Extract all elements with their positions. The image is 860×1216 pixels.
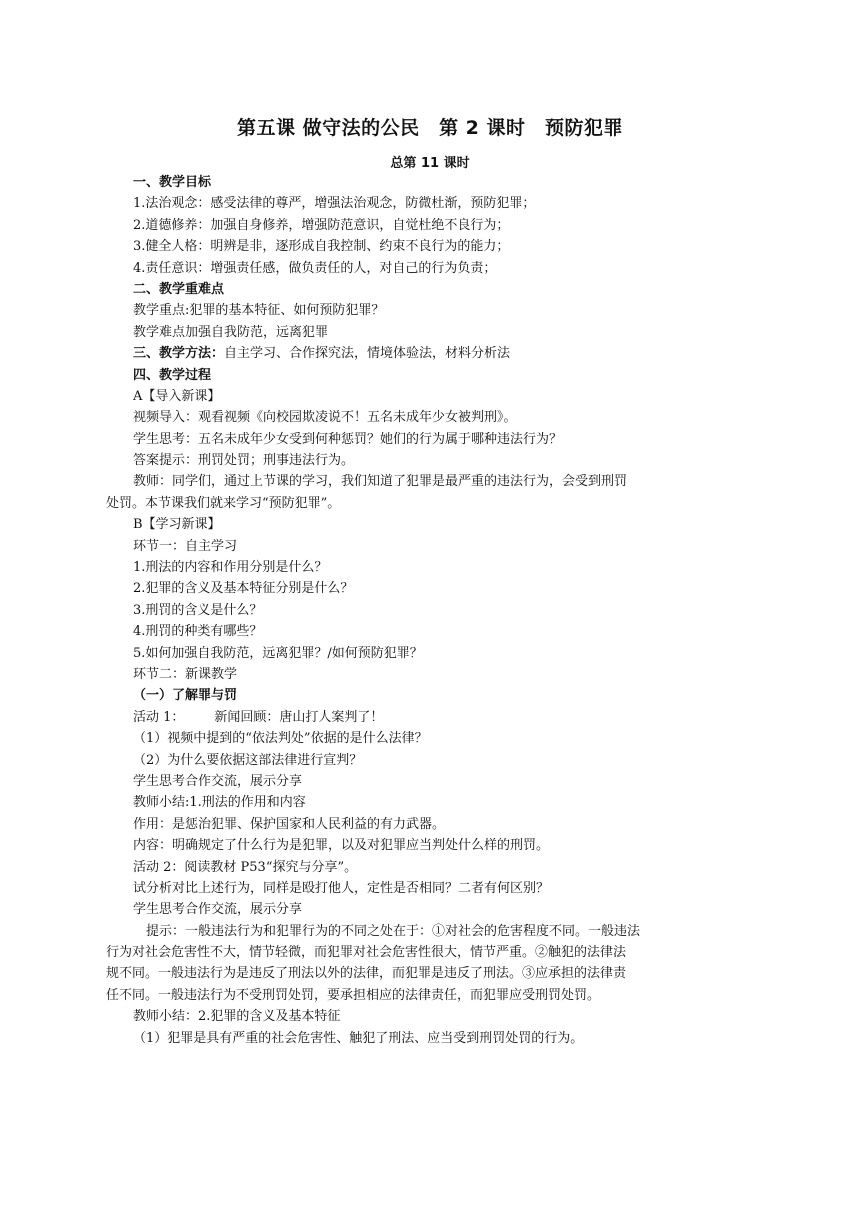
text-line: 3.健全人格：明辨是非，逐形成自我控制、约束不良行为的能力； (133, 239, 510, 255)
section-heading-process: 四、教学过程 (133, 367, 212, 383)
activity-label: 活动 1： (133, 709, 185, 725)
text-line: 教师小结：2.犯罪的含义及基本特征 (133, 1009, 341, 1025)
text-line: 活动 2：阅读教材 P53“探究与分享”。 (133, 859, 358, 875)
activity-line (133, 707, 727, 728)
text-line: 内容：明确规定了什么行为是犯罪，以及对犯罪应当判处什么样的刑罚。 (133, 838, 550, 854)
text-line: 4.刑罚的种类有哪些？ (133, 624, 263, 640)
text-line: 学生思考：五名未成年少女受到何种惩罚？她们的行为属于哪种违法行为？ (133, 431, 563, 447)
methods-line (133, 343, 727, 364)
section-heading-objectives: 一、教学目标 (133, 175, 212, 190)
text-line: （1）犯罪是具有严重的社会危害性、触犯了刑法、应当受到刑罚处罚的行为。 (133, 1030, 584, 1046)
text-line: 视频导入：观看视频《向校园欺凌说不！五名未成年少女被判刑》。 (133, 410, 517, 426)
page-subtitle: 总第 11 课时 (390, 156, 470, 171)
text-line: 5.如何加强自我防范，远离犯罪？/如何预防犯罪？ (133, 645, 423, 661)
section-heading-methods: 三、教学方法： (133, 346, 225, 362)
text-line: （2）为什么要依据这部法律进行宣判？ (133, 752, 363, 768)
text-line: 作用：是惩治犯罪、保护国家和人民利益的有力武器。 (133, 816, 446, 832)
section-heading-key-points: 二、教学重难点 (133, 281, 225, 297)
text-line: 教师：同学们，通过上节课的学习，我们知道了犯罪是最严重的违法行为，会受到刑罚 (133, 474, 628, 490)
methods-text: 自主学习、合作探究法，情境体验法，材料分析法 (224, 346, 511, 362)
text-line: 1.法治观念：感受法律的尊严，增强法治观念，防微杜渐，预防犯罪； (133, 196, 536, 212)
text-line: 教学难点加强自我防范，远离犯罪 (133, 324, 329, 340)
text-line: （1）视频中提到的“依法判处”依据的是什么法律？ (133, 731, 428, 747)
text-line: 学生思考合作交流，展示分享 (133, 773, 303, 789)
text-line: 处罚。本节课我们就来学习“预防犯罪”。 (106, 495, 341, 511)
text-line: 提示：一般违法行为和犯罪行为的不同之处在于：①对社会的危害程度不同。一般违法 (146, 923, 641, 939)
text-line: 2.犯罪的含义及基本特征分别是什么？ (133, 581, 354, 597)
document-body (106, 172, 727, 1049)
text-line: B【学习新课】 (133, 517, 221, 533)
text-line: 行为对社会危害性不大，情节轻微，而犯罪对社会危害性很大，情节严重。②触犯的法律法 (106, 945, 627, 961)
text-line: A【导入新课】 (133, 388, 221, 404)
activity-text: 新闻回顾：唐山打人案判了！ (214, 709, 384, 725)
text-line: 教师小结:1.刑法的作用和内容 (133, 795, 306, 811)
text-line: 学生思考合作交流，展示分享 (133, 902, 303, 918)
text-line: 环节二：新课教学 (133, 666, 238, 682)
text-line: 试分析对比上述行为，同样是殴打他人，定性是否相同？二者有何区别？ (133, 880, 550, 896)
text-line: 4.责任意识：增强责任感，做负责任的人，对自己的行为负责； (133, 260, 497, 276)
text-line: 环节一：自主学习 (133, 538, 238, 554)
page-title: 第五课 做守法的公民 第 2 课时 预防犯罪 (236, 117, 624, 139)
text-line: 任不同。一般违法行为不受刑罚处罚，要承担相应的法律责任，而犯罪应受刑罚处罚。 (106, 987, 601, 1003)
text-line: 1.刑法的内容和作用分别是什么？ (133, 560, 328, 576)
text-line: 答案提示：刑罚处罚；刑事违法行为。 (133, 453, 355, 469)
text-line: 3.刑罚的含义是什么？ (133, 602, 263, 618)
text-line: 规不同。一般违法行为是违反了刑法以外的法律，而犯罪是违反了刑法。③应承担的法律责 (106, 966, 627, 982)
subsection-heading: （一）了解罪与罚 (133, 688, 238, 704)
text-line: 教学重点:犯罪的基本特征、如何预防犯罪？ (133, 303, 385, 319)
text-line: 2.道德修养：加强自身修养，增强防范意识，自觉杜绝不良行为； (133, 217, 510, 233)
